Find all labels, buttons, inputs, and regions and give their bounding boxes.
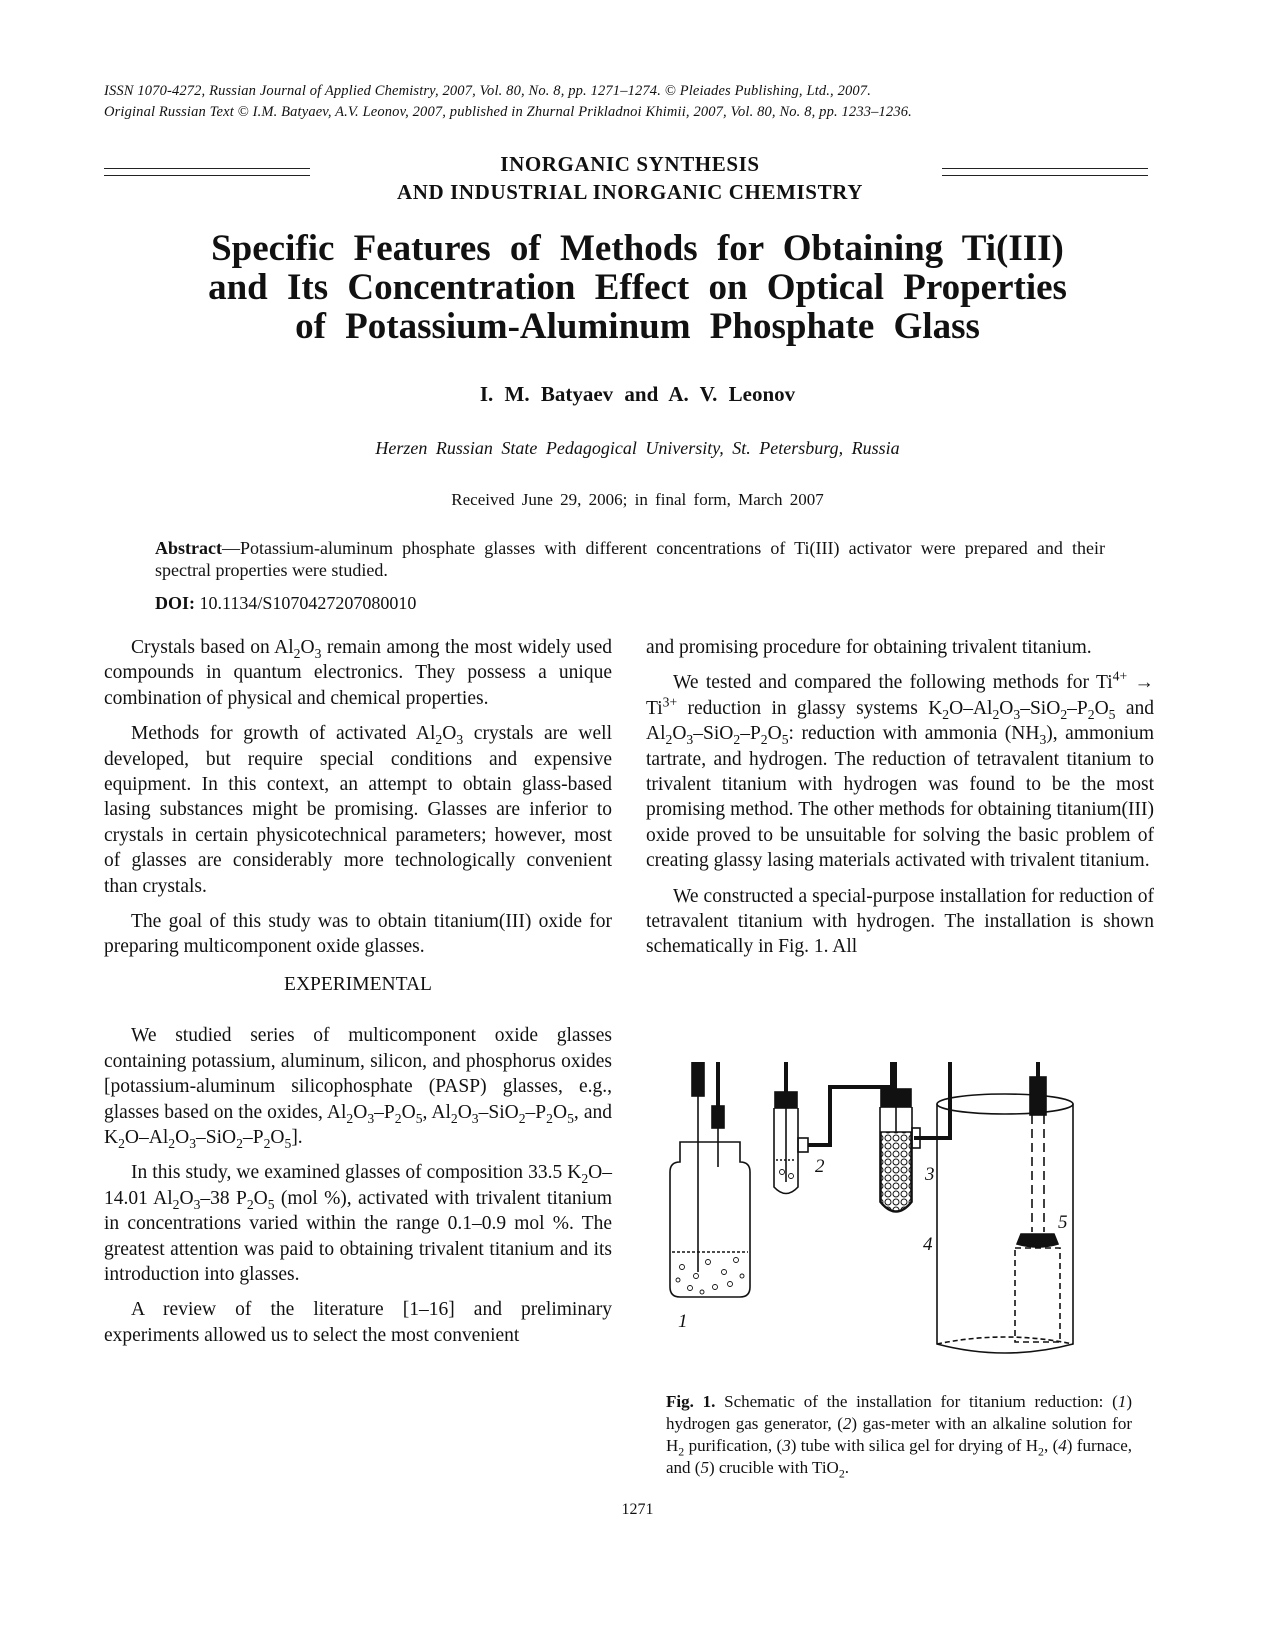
abstract	[155, 537, 1105, 581]
journal-citation: ISSN 1070-4272, Russian Journal of Applied Chemistry, 2007, Vol. 80, No. 8, pp. 1271–1274. © Pleiades Publishing, Ltd., 2007.	[104, 83, 871, 99]
figure-label-5: 5	[1058, 1212, 1068, 1233]
figure-label-4: 4	[923, 1234, 933, 1255]
doi-value: 10.1134/S1070427207080010	[199, 593, 417, 613]
figure-label-3: 3	[925, 1164, 935, 1185]
authors: I. M. Batyaev and A. V. Leonov	[479, 382, 796, 406]
right-column	[646, 635, 1154, 970]
paragraph: Methods for growth of activated $Al_2O_3$ crystals are well developed, but require special conditions and expensive equipment. In this context, an attempt to obtain glass-based lasing substances might be promising. Glasses are inferior to crystals in certain physicotechnical parameters; however, most of glasses are considerably more technologically convenient than crystals.	[104, 723, 612, 897]
paragraph: and promising procedure for obtaining trivalent titanium.	[646, 637, 1092, 658]
figure-caption-label: Fig. 1.	[666, 1392, 716, 1411]
section-heading-experimental: EXPERIMENTAL	[284, 973, 432, 995]
section-rule-right	[942, 168, 1148, 176]
received-date: Received June 29, 2006; in final form, March 2007	[451, 490, 824, 509]
figure-labels	[678, 1156, 1068, 1332]
paragraph: Crystals based on $Al_2O_3$ remain among the most widely used compounds in quantum electronics. They possess a unique combination of physical and chemical properties.	[104, 637, 612, 709]
connecting-tubes	[718, 1062, 1038, 1145]
crucible	[1017, 1234, 1058, 1247]
figure-label-2: 2	[815, 1156, 825, 1177]
abstract-text: —Potassium-aluminum phosphate glasses with different concentrations of Ti(III) activator were prepared and their spectral properties were studied.	[155, 538, 1105, 580]
figure-caption	[666, 1391, 1132, 1479]
paragraph: In this study, we examined glasses of composition 33.5 $K_2O-14.01$ $Al_2O_3-38$ $P_2O_5$ (mol %), activated with trivalent titanium in concentrations varied within the range 0.1–0.9 mol %. The greatest attention was paid to obtaining trivalent titanium and its introduction into glasses.	[104, 1162, 612, 1285]
silica-gel-tube	[880, 1089, 920, 1212]
hydrogen-generator	[670, 1062, 750, 1297]
doi-label: DOI:	[155, 593, 195, 613]
gas-meter	[774, 1092, 808, 1194]
section-heading-line1: INORGANIC SYNTHESIS	[500, 152, 760, 176]
page-number: 1271	[621, 1501, 654, 1518]
paper-title-line1: Specific Features of Methods for Obtaining Ti(III)	[211, 228, 1064, 269]
abstract-label: Abstract	[155, 538, 222, 558]
paragraph: We constructed a special-purpose installation for reduction of tetravalent titanium with hydrogen. The installation is shown schematically in Fig. 1. All	[646, 885, 1154, 958]
furnace	[937, 1077, 1073, 1353]
figure-caption-text: Schematic of the installation for titanium reduction: (1) hydrogen gas generator, (2) gas-meter with an alkaline solution for $H_2$ purification, (3) tube with silica gel for drying of $H_2$, (4) furnace, and (5) crucible with TiO$_2$.	[666, 1392, 1132, 1481]
paragraph: A review of the literature [1–16] and preliminary experiments allowed us to select the most convenient	[104, 1299, 612, 1346]
figure-label-1: 1	[678, 1311, 688, 1332]
section-heading-line2: AND INDUSTRIAL INORGANIC CHEMISTRY	[397, 180, 863, 204]
doi	[155, 593, 416, 614]
installation-schematic-figure	[660, 1062, 1150, 1380]
left-column	[104, 635, 612, 1358]
paragraph: We studied series of multicomponent oxide glasses containing potassium, aluminum, silicon, and phosphorus oxides [potassium-aluminum silicophosphate (PASP) glasses, e.g., glasses based on the oxides, $Al_2O_3-P_2O_5$, $Al_2O_3-SiO_2-P_2O_5$, and $K_2O-Al_2O_3-SiO_2-P_2O_5$].	[104, 1025, 612, 1151]
paragraph: The goal of this study was to obtain titanium(III) oxide for preparing multicomponent oxide glasses.	[104, 911, 612, 958]
section-rule-left	[104, 168, 310, 176]
original-text-citation: Original Russian Text © I.M. Batyaev, A.V. Leonov, 2007, published in Zhurnal Prikladnoi Khimii, 2007, Vol. 80, No. 8, pp. 1233–1236.	[104, 104, 912, 120]
affiliation: Herzen Russian State Pedagogical University, St. Petersburg, Russia	[375, 438, 900, 458]
paragraph: We tested and compared the following methods for $Ti^{4+} \to Ti^{3+}$ reduction in glassy systems $K_2O-Al_2O_3-SiO_2-P_2O_5$ and $Al_2O_3-SiO_2-P_2O_5$: reduction with ammonia $(NH_3)$, ammonium tartrate, and hydrogen. The reduction of tetravalent titanium to trivalent titanium with hydrogen was found to be the most promising method. The other methods for obtaining titanium(III) oxide proved to be unsuitable for solving the basic problem of creating glassy lasing materials activated with trivalent titanium.	[646, 668, 1154, 872]
paper-title-line3: of Potassium-Aluminum Phosphate Glass	[295, 306, 980, 347]
paper-title-line2: and Its Concentration Effect on Optical Properties	[208, 267, 1067, 308]
